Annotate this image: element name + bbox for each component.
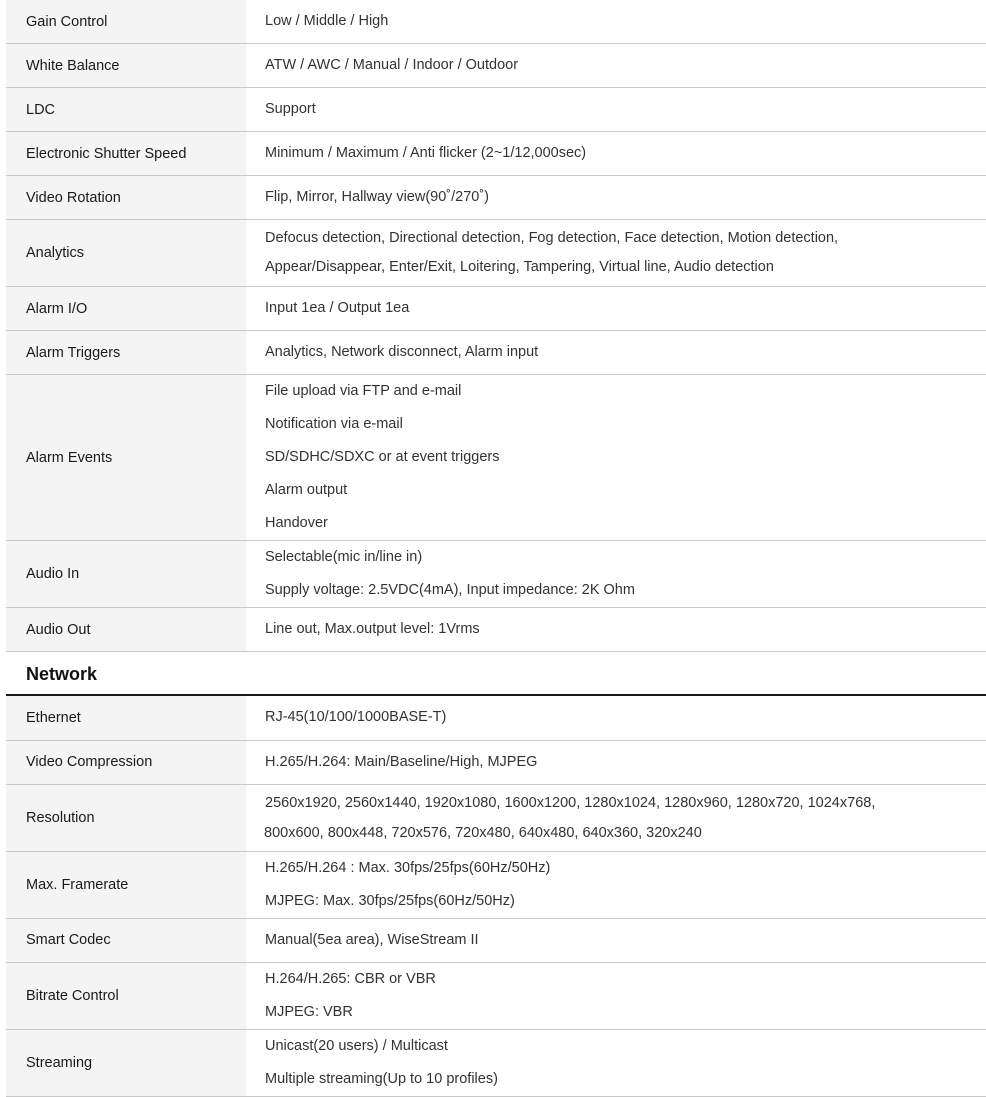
- value-line: Unicast(20 users) / Multicast: [265, 1037, 448, 1054]
- row-value-video-rotation: [246, 176, 986, 220]
- video-spec-table: [6, 0, 986, 652]
- value-line: Notification via e-mail: [265, 416, 403, 432]
- table-row: [6, 176, 986, 220]
- network-spec-table: [6, 696, 986, 1097]
- row-label-audio-out: Audio Out: [6, 608, 246, 652]
- row-label-alarm-io: Alarm I/O: [6, 287, 246, 331]
- row-label-resolution: Resolution: [6, 784, 246, 851]
- value-line: Low / Middle / High: [265, 13, 389, 29]
- table-row: [6, 541, 986, 608]
- row-label-max-framerate: Max. Framerate: [6, 851, 246, 918]
- row-value-smart-codec: [246, 918, 986, 962]
- value-line: 2560x1920, 2560x1440, 1920x1080, 1600x1200, 1280x1024, 1280x960, 1280x720, 1024x768,: [265, 794, 876, 811]
- value-line: Minimum / Maximum / Anti flicker (2~1/12,000sec): [265, 145, 587, 161]
- value-line: Supply voltage: 2.5VDC(4mA), Input impedance: 2K Ohm: [265, 582, 635, 598]
- row-label-gain-control: Gain Control: [6, 0, 246, 44]
- table-row: [6, 918, 986, 962]
- row-label-ldc: LDC: [6, 88, 246, 132]
- value-line: Manual(5ea area), WiseStream II: [265, 931, 479, 948]
- row-value-max-framerate: [246, 851, 986, 918]
- row-label-video-rotation: Video Rotation: [6, 176, 246, 220]
- value-line: ATW / AWC / Manual / Indoor / Outdoor: [265, 57, 519, 73]
- row-value-analytics: [246, 220, 986, 287]
- row-value-alarm-io: [246, 287, 986, 331]
- row-value-ethernet: [246, 696, 986, 740]
- table-row: [6, 375, 986, 541]
- row-label-bitrate-control: Bitrate Control: [6, 962, 246, 1029]
- value-line: SD/SDHC/SDXC or at event triggers: [265, 449, 500, 465]
- value-line: MJPEG: VBR: [265, 1003, 353, 1020]
- row-value-audio-in: [246, 541, 986, 608]
- row-value-bitrate-control: [246, 962, 986, 1029]
- value-line: Input 1ea / Output 1ea: [265, 300, 410, 316]
- table-row: [6, 132, 986, 176]
- row-label-alarm-triggers: Alarm Triggers: [6, 331, 246, 375]
- row-value-white-balance: [246, 44, 986, 88]
- row-label-video-compression: Video Compression: [6, 740, 246, 784]
- value-line: 800x600, 800x448, 720x576, 720x480, 640x480, 640x360, 320x240: [264, 824, 702, 841]
- row-label-analytics: Analytics: [6, 220, 246, 287]
- row-value-gain-control: [246, 0, 986, 44]
- spec-sheet: [6, 0, 986, 1097]
- value-line: H.265/H.264 : Max. 30fps/25fps(60Hz/50Hz): [265, 859, 551, 876]
- table-row: [6, 331, 986, 375]
- table-row: [6, 44, 986, 88]
- table-row: [6, 287, 986, 331]
- table-row: [6, 88, 986, 132]
- row-label-smart-codec: Smart Codec: [6, 918, 246, 962]
- value-line: Appear/Disappear, Enter/Exit, Loitering, Tampering, Virtual line, Audio detection: [265, 259, 774, 275]
- value-line: H.265/H.264: Main/Baseline/High, MJPEG: [265, 753, 538, 770]
- table-row: [6, 962, 986, 1029]
- row-value-alarm-events: [246, 375, 986, 541]
- row-value-audio-out: [246, 608, 986, 652]
- table-row: [6, 0, 986, 44]
- row-label-electronic-shutter-speed: Electronic Shutter Speed: [6, 132, 246, 176]
- table-row: [6, 784, 986, 851]
- table-row: [6, 220, 986, 287]
- table-row: [6, 608, 986, 652]
- table-row: [6, 740, 986, 784]
- network-section-title: Network: [6, 652, 986, 696]
- value-line: Multiple streaming(Up to 10 profiles): [265, 1070, 498, 1087]
- row-label-streaming: Streaming: [6, 1029, 246, 1096]
- value-line: Line out, Max.output level: 1Vrms: [265, 621, 480, 637]
- table-row: [6, 696, 986, 740]
- row-value-ldc: [246, 88, 986, 132]
- row-label-alarm-events: Alarm Events: [6, 375, 246, 541]
- row-value-streaming: [246, 1029, 986, 1096]
- value-line: Flip, Mirror, Hallway view(90˚/270˚): [265, 189, 489, 205]
- row-value-resolution: [246, 784, 986, 851]
- value-line: Support: [265, 101, 316, 117]
- value-line: Defocus detection, Directional detection, Fog detection, Face detection, Motion detection,: [265, 230, 839, 246]
- row-value-electronic-shutter-speed: [246, 132, 986, 176]
- value-line: MJPEG: Max. 30fps/25fps(60Hz/50Hz): [265, 892, 515, 909]
- row-value-video-compression: [246, 740, 986, 784]
- value-line: Selectable(mic in/line in): [265, 549, 423, 565]
- table-row: [6, 1029, 986, 1096]
- table-row: [6, 851, 986, 918]
- value-line: H.264/H.265: CBR or VBR: [265, 970, 436, 987]
- row-label-audio-in: Audio In: [6, 541, 246, 608]
- value-line: Analytics, Network disconnect, Alarm input: [265, 344, 539, 360]
- row-label-white-balance: White Balance: [6, 44, 246, 88]
- value-line: RJ-45(10/100/1000BASE-T): [265, 709, 447, 726]
- value-line: Handover: [265, 515, 328, 531]
- row-label-ethernet: Ethernet: [6, 696, 246, 740]
- row-value-alarm-triggers: [246, 331, 986, 375]
- value-line: File upload via FTP and e-mail: [265, 383, 462, 399]
- value-line: Alarm output: [265, 482, 348, 498]
